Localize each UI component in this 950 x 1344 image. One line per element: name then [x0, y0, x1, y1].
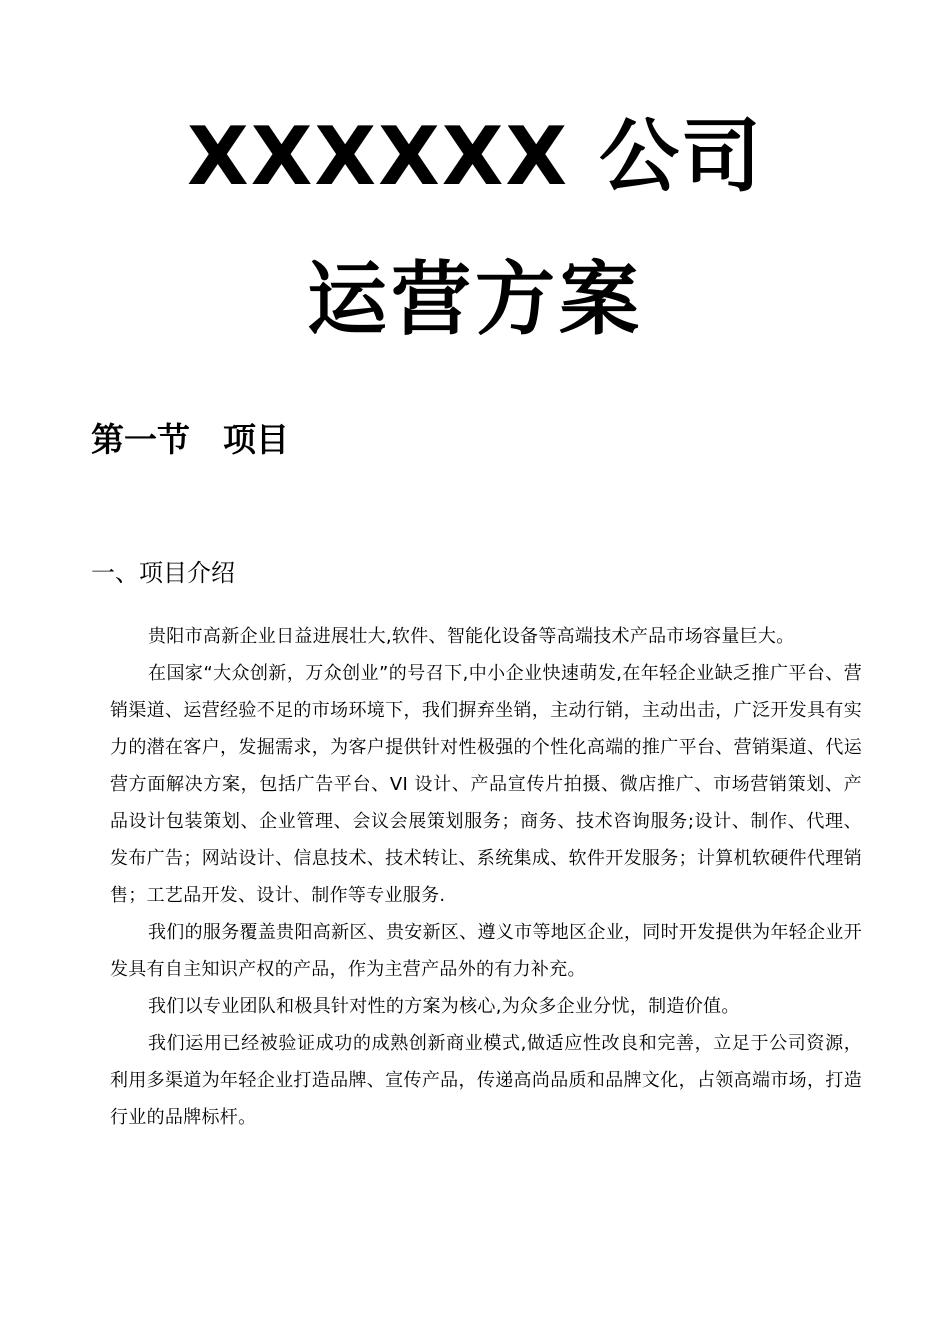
paragraph: 在国家“大众创新，万众创业”的号召下,中小企业快速萌发,在年轻企业缺乏推广平台、营销渠道、运营经验不足的市场环境下，我们摒弃坐销，主动行销，主动出击，广泛开发具有实力的潜在客户，发掘需求，为客户提供针对性极强的个性化高端的推广平台、营销渠道、代运营方面解决方案，包括广告平台、VI 设计、产品宣传片拍摄、微店推广、市场营销策划、产品设计包装策划、企业管理、会议会展策划服务；商务、技术咨询服务;设计、制作、代理、发布广告；网站设计、信息技术、技术转让、系统集成、软件开发服务；计算机软硬件代理销售；工艺品开发、设计、制作等专业服务.	[110, 663, 862, 906]
paragraph: 我们以专业团队和极具针对性的方案为核心,为众多企业分忧，制造价值。	[148, 996, 740, 1017]
paragraph: 我们运用已经被验证成功的成熟创新商业模式,做适应性改良和完善，立足于公司资源，利用多渠道为年轻企业打造品牌、宣传产品，传递高尚品质和品牌文化，占领高端市场，打造行业的品牌标杆。	[110, 1033, 862, 1128]
section-heading: 第一节 项目	[91, 420, 289, 459]
paragraph: 贵阳市高新企业日益进展壮大,软件、智能化设备等高端技术产品市场容量巨大。	[148, 626, 795, 647]
paragraph: 我们的服务覆盖贵阳高新区、贵安新区、遵义市等地区企业，同时开发提供为年轻企业开发具有自主知识产权的产品，作为主营产品外的有力补充。	[110, 922, 862, 980]
sub-heading: 一、项目介绍	[91, 559, 235, 587]
body-text	[110, 618, 862, 1136]
document-subtitle: 运营方案	[307, 253, 643, 346]
document-title: XXXXXX 公司	[187, 110, 763, 203]
